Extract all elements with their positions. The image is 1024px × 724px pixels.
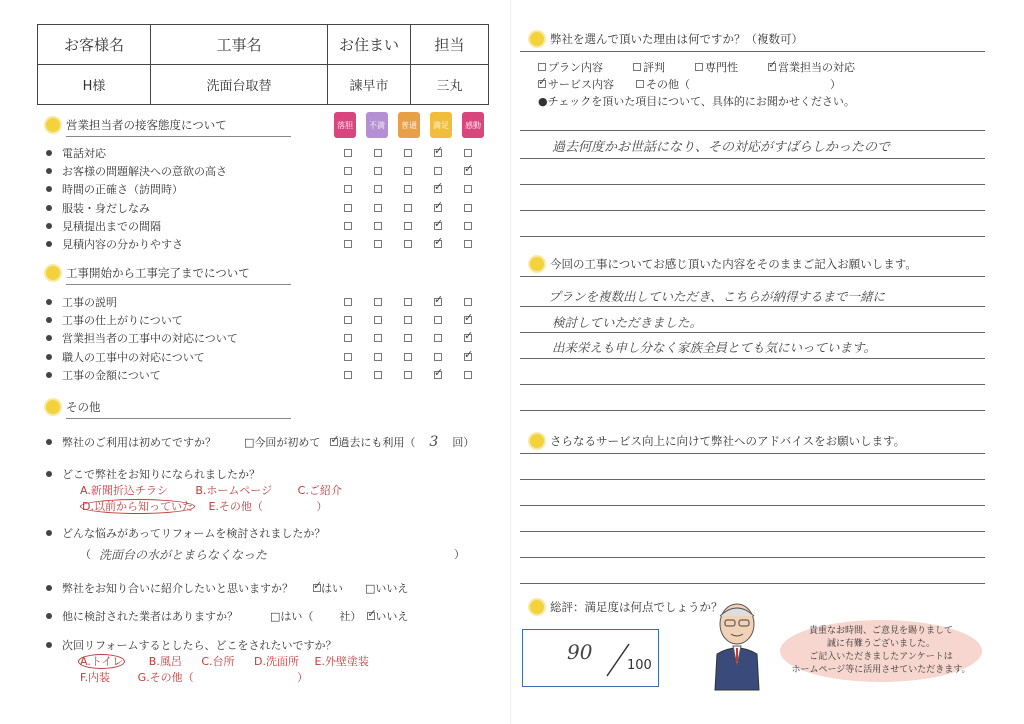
sales-attitude-label: 時間の正確さ（訪問時）: [62, 183, 183, 197]
rating-checkbox[interactable]: [374, 316, 382, 324]
rating-checkbox[interactable]: [344, 371, 352, 379]
score-value: 90: [567, 640, 593, 664]
option-washroom[interactable]: D.洗面所: [254, 655, 299, 668]
used-before-checkbox[interactable]: [330, 438, 338, 446]
question-how-known: どこで弊社をお知りになられましたか？: [46, 465, 260, 483]
flower-icon: [530, 600, 544, 614]
score-max: 100: [627, 658, 652, 673]
impression-section-title: 今回の工事についてお感じ頂いた内容をそのままご記入お願いします。: [530, 255, 917, 273]
rating-checkbox[interactable]: [404, 185, 412, 193]
reason-checkbox[interactable]: [538, 63, 546, 71]
rating-checkbox[interactable]: [344, 316, 352, 324]
option-referral[interactable]: C.ご紹介: [297, 484, 342, 497]
impression-line-2: 検討していただきました。: [552, 315, 703, 330]
reason-option[interactable]: プラン内容: [538, 59, 603, 75]
section-title-other: その他: [46, 398, 486, 416]
recommend-yes-checkbox[interactable]: [313, 584, 321, 592]
flower-icon: [530, 257, 544, 271]
visit-count-value: 3: [429, 434, 439, 450]
rating-checkbox[interactable]: [464, 240, 472, 248]
rating-checkbox[interactable]: [374, 353, 382, 361]
rating-checkbox[interactable]: [374, 185, 382, 193]
first-time-option[interactable]: □今回が初めて: [244, 436, 321, 449]
how-known-options-row1: [80, 482, 342, 498]
used-before-option[interactable]: ✓ 過去にも利用（: [330, 434, 415, 450]
rating-checkbox[interactable]: [464, 334, 472, 342]
sales-attitude-label: 見積内容の分かりやすさ: [62, 238, 183, 252]
sales-attitude-row: [46, 199, 472, 217]
construction-row: [46, 329, 472, 347]
rating-checkbox[interactable]: [344, 353, 352, 361]
rating-checkbox[interactable]: [434, 185, 442, 193]
reason-reform-text: 洗面台の水がとまらなくなった: [99, 547, 268, 562]
work-name-value: 洗面台取替: [151, 65, 328, 105]
rating-checkbox[interactable]: [374, 240, 382, 248]
construction-label: 営業担当者の工事中の対応について: [62, 332, 238, 346]
recommend-no-option[interactable]: □いいえ: [365, 582, 409, 595]
sales-attitude-row: [46, 144, 472, 162]
reason-answer: 過去何度かお世話になり、その対応がすばらしかったので: [552, 140, 891, 155]
rating-checkbox[interactable]: [344, 240, 352, 248]
construction-list: [46, 293, 472, 384]
impression-line-1: プランを複数出していただき、こちらが納得するまで一緒に: [548, 289, 886, 304]
construction-row: [46, 366, 472, 384]
construction-row: [46, 311, 472, 329]
rating-checkbox[interactable]: [404, 167, 412, 175]
rating-checkbox[interactable]: [404, 240, 412, 248]
rating-checkbox[interactable]: [464, 149, 472, 157]
impression-line-3: 出来栄えも申し分なく家族全員とても気にいっています。: [552, 340, 877, 355]
rating-checkbox[interactable]: [404, 298, 412, 306]
rating-checkbox[interactable]: [404, 204, 412, 212]
reason-option[interactable]: ✓ 営業担当の対応: [768, 59, 855, 75]
reason-reform-answer: （ 洗面台の水がとまらなくなった ）: [80, 547, 465, 562]
flower-icon: [530, 434, 544, 448]
reason-checkbox[interactable]: [538, 80, 546, 88]
question-recommend: 弊社をお知り合いに紹介したいと思いますか？ ✓ はい □いいえ: [46, 579, 408, 597]
residence-value: 諫早市: [328, 65, 411, 105]
reason-option[interactable]: 評判: [633, 59, 665, 75]
rating-checkbox[interactable]: [374, 204, 382, 212]
rating-checkbox[interactable]: [434, 353, 442, 361]
construction-label: 工事の金額について: [62, 368, 161, 382]
other-companies-no-checkbox[interactable]: [367, 612, 375, 620]
rating-label-2: 不満: [366, 112, 388, 138]
rating-checkbox[interactable]: [404, 353, 412, 361]
sales-attitude-row: [46, 162, 472, 180]
reason-option[interactable]: 専門性: [695, 59, 738, 75]
question-first-use: 弊社のご利用は初めてですか？ □今回が初めて ✓ 過去にも利用（ 3 回）: [46, 433, 474, 451]
work-name-header: 工事名: [151, 25, 328, 65]
flower-icon: [46, 400, 60, 414]
flower-icon: [46, 266, 60, 280]
section-other: [46, 398, 486, 419]
option-other[interactable]: E.その他（: [208, 500, 263, 513]
option-exterior[interactable]: E.外壁塗装: [314, 655, 369, 668]
rating-checkbox[interactable]: [344, 222, 352, 230]
rating-label-1: 落胆: [334, 112, 356, 138]
satisfaction-score-box: [522, 629, 659, 687]
rating-checkbox[interactable]: [404, 222, 412, 230]
rating-checkbox[interactable]: [434, 316, 442, 324]
flower-icon: [530, 32, 544, 46]
rating-checkbox[interactable]: [464, 185, 472, 193]
question-reason-reform: どんな悩みがあってリフォームを検討されましたか？: [46, 524, 325, 542]
sales-attitude-row: [46, 235, 472, 253]
rating-checkbox[interactable]: [434, 149, 442, 157]
other-companies-no-option[interactable]: ✓ いいえ: [367, 608, 408, 624]
sales-attitude-label: 電話対応: [62, 147, 106, 161]
reason-option[interactable]: その他（: [636, 76, 690, 92]
recommend-yes-option[interactable]: ✓ はい: [313, 580, 343, 596]
sales-attitude-row: [46, 180, 472, 198]
rating-checkbox[interactable]: [434, 371, 442, 379]
construction-row: [46, 348, 472, 366]
other-companies-yes-option[interactable]: □はい（: [270, 610, 314, 623]
rating-label-4: 満足: [430, 112, 452, 138]
rating-checkbox[interactable]: [434, 222, 442, 230]
option-interior[interactable]: F.内装: [80, 671, 111, 684]
reason-options-row2: ✓ サービス内容 その他（ ）: [538, 76, 841, 92]
reason-checkbox[interactable]: [636, 80, 644, 88]
rating-checkbox[interactable]: [344, 204, 352, 212]
score-section-title: 総評：満足度は何点でしょうか？: [530, 598, 723, 616]
rating-checkbox[interactable]: [464, 353, 472, 361]
rating-checkbox[interactable]: [344, 334, 352, 342]
option-flyer[interactable]: A.新聞折込チラシ: [80, 484, 168, 497]
staff-value: 三丸: [411, 65, 489, 105]
rating-checkbox[interactable]: [434, 298, 442, 306]
thank-you-bubble: 貴重なお時間、ご意見を賜りまして 誠に有難うございました。 ご記入いただきましたアンケートは ホームページ等に活用させていただきます。: [780, 620, 982, 682]
staff-header: 担当: [411, 25, 489, 65]
staff-illustration-icon: [705, 598, 769, 694]
rating-checkbox[interactable]: [464, 222, 472, 230]
section-title-construction: 工事開始から工事完了までについて: [46, 264, 486, 282]
sales-attitude-label: 見積提出までの間隔: [62, 219, 161, 233]
rating-checkbox[interactable]: [464, 316, 472, 324]
question-next-reform: 次回リフォームするとしたら、どこをされたいですか？: [46, 636, 336, 654]
reason-checkbox[interactable]: [633, 63, 641, 71]
sales-attitude-label: 服装・身だしなみ: [62, 201, 150, 215]
customer-name-header: お客様名: [38, 25, 151, 65]
question-other-companies: 他に検討された業者はありますか？ □はい（ 社） ✓ いいえ: [46, 607, 408, 625]
customer-info-table: [37, 24, 489, 105]
rating-checkbox[interactable]: [374, 149, 382, 157]
construction-row: [46, 293, 472, 311]
advice-section-title: さらなるサービス向上に向けて弊社へのアドバイスをお願いします。: [530, 432, 905, 450]
rating-checkbox[interactable]: [374, 371, 382, 379]
rating-checkbox[interactable]: [404, 334, 412, 342]
customer-name-value: H様: [38, 65, 151, 105]
reason-section-title: 弊社を選んで頂いた理由は何ですか？（複数可）: [530, 30, 803, 48]
section-title-sales: 営業担当者の接客態度について: [46, 116, 486, 134]
rating-checkbox[interactable]: [344, 167, 352, 175]
rating-label-3: 普通: [398, 112, 420, 138]
how-known-options-row2: D.以前から知っていた E.その他（ ）: [82, 500, 328, 513]
next-reform-options-row1: [78, 653, 369, 669]
rating-checkbox[interactable]: [434, 334, 442, 342]
flower-icon: [46, 118, 60, 132]
option-toilet-circled[interactable]: A.トイレ: [80, 655, 124, 668]
construction-label: 工事の仕上がりについて: [62, 314, 183, 328]
option-homepage[interactable]: B.ホームページ: [195, 484, 273, 497]
sales-attitude-list: [46, 144, 472, 253]
reason-checkbox[interactable]: [768, 63, 776, 71]
option-kitchen[interactable]: C.台所: [201, 655, 235, 668]
next-reform-options-row2: F.内装 G.その他（ ）: [80, 671, 309, 684]
rating-checkbox[interactable]: [464, 167, 472, 175]
rating-checkbox[interactable]: [374, 334, 382, 342]
rating-checkbox[interactable]: [404, 371, 412, 379]
reason-checkbox[interactable]: [695, 63, 703, 71]
rating-checkbox[interactable]: [374, 222, 382, 230]
reason-options-row1: [538, 59, 855, 75]
option-known-before-circled[interactable]: D.以前から知っていた: [82, 500, 193, 513]
rating-checkbox[interactable]: [434, 204, 442, 212]
section-sales-attitude: [46, 116, 486, 137]
rating-checkbox[interactable]: [434, 167, 442, 175]
rating-checkbox[interactable]: [344, 185, 352, 193]
construction-label: 工事の説明: [62, 296, 117, 310]
rating-checkbox[interactable]: [344, 298, 352, 306]
rating-checkbox[interactable]: [464, 371, 472, 379]
reason-option[interactable]: ✓ サービス内容: [538, 76, 614, 92]
sales-attitude-row: [46, 217, 472, 235]
rating-checkbox[interactable]: [404, 149, 412, 157]
option-bath[interactable]: B.風呂: [148, 655, 182, 668]
rating-checkbox[interactable]: [374, 167, 382, 175]
residence-header: お住まい: [328, 25, 411, 65]
rating-checkbox[interactable]: [434, 240, 442, 248]
rating-checkbox[interactable]: [464, 204, 472, 212]
rating-checkbox[interactable]: [344, 149, 352, 157]
reason-note: ●チェックを頂いた項目について、具体的にお聞かせください。: [538, 95, 855, 108]
section-construction: [46, 264, 486, 285]
construction-label: 職人の工事中の対応について: [62, 350, 205, 364]
sales-attitude-label: お客様の問題解決への意欲の高さ: [62, 165, 227, 179]
page-fold: [510, 0, 511, 724]
rating-label-5: 感動: [462, 112, 484, 138]
rating-checkbox[interactable]: [464, 298, 472, 306]
rating-checkbox[interactable]: [404, 316, 412, 324]
rating-checkbox[interactable]: [374, 298, 382, 306]
option-other-next[interactable]: G.その他（: [137, 671, 194, 684]
